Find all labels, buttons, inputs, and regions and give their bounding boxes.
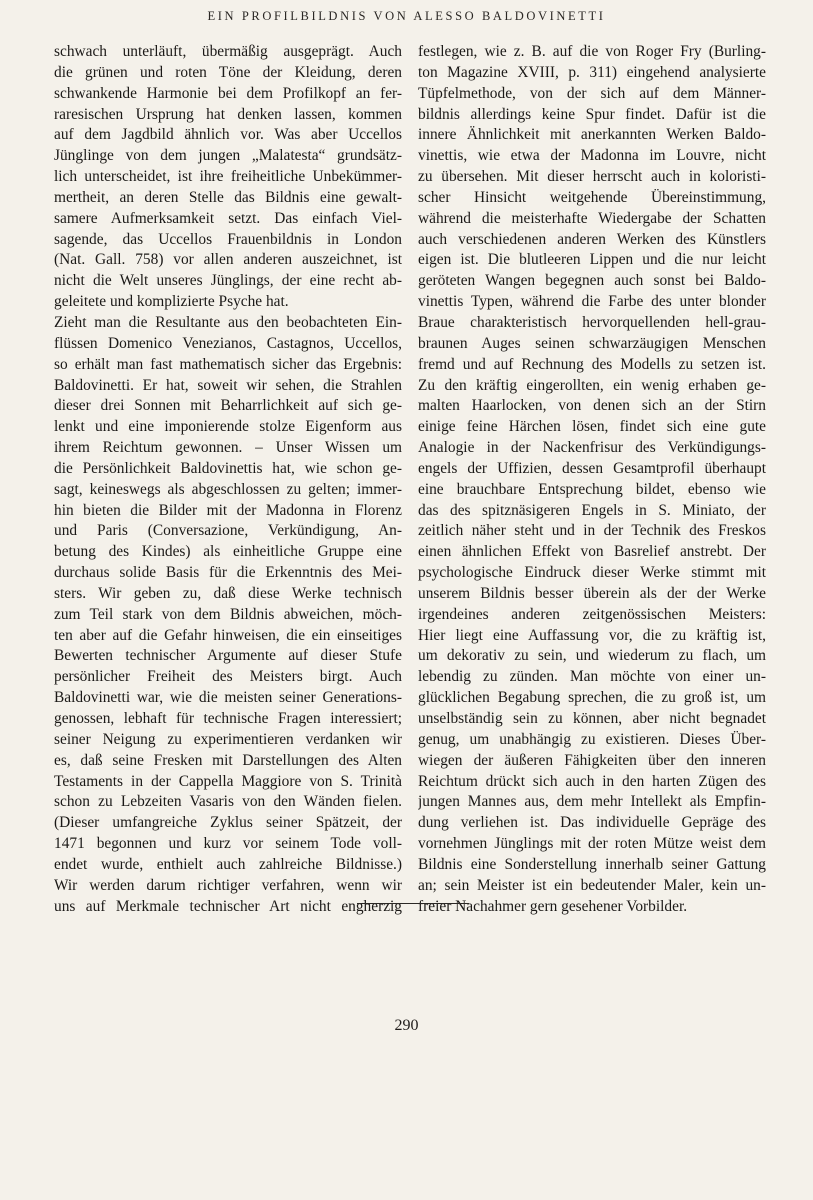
text-line: und Paris (Conversazione, Verkündigung, An- bbox=[54, 522, 402, 540]
text-line: glücklichen Begabung sprechen, die zu groß ist, um bbox=[418, 689, 766, 707]
text-line: endet wurde, enthielt auch zahlreiche Bildnisse.) bbox=[54, 855, 402, 873]
text-line: ihrem Reichtum gewonnen. – Unser Wissen um bbox=[54, 439, 402, 457]
text-line: nicht die Welt unseres Jünglings, der eine recht ab- bbox=[54, 272, 402, 290]
text-line: schwankende Harmonie bei dem Profilkopf an fer- bbox=[54, 84, 402, 102]
text-line: uns auf Merkmale technischer Art nicht engherzig bbox=[54, 897, 402, 915]
text-line: samere Aufmerksamkeit setzt. Das einfach Viel- bbox=[54, 209, 402, 227]
text-line: während die meisterhafte Wiedergabe der Schatten bbox=[418, 209, 766, 227]
text-line: sagende, das Uccellos Frauenbildnis in London bbox=[54, 230, 402, 248]
text-line: zum Teil stark von dem Bildnis abweichen, möch- bbox=[54, 605, 402, 623]
text-line: dieser drei Sonnen mit Beharrlichkeit auf sich ge- bbox=[54, 397, 402, 415]
text-line: hin bieten die Bilder mit der Madonna in Florenz bbox=[54, 501, 402, 519]
text-line: (Dieser umfangreiche Zyklus seiner Spätzeit, der bbox=[54, 814, 402, 832]
text-line: wiegen der äußeren Fähigkeiten über den inneren bbox=[418, 751, 766, 769]
text-line: braunen Auges seinen schwarzäugigen Menschen bbox=[418, 334, 766, 352]
end-rule-divider bbox=[357, 903, 469, 904]
text-line: flüssen Domenico Venezianos, Castagnos, Uccellos, bbox=[54, 334, 402, 352]
text-line: um dekorativ zu sein, und wiederum zu flach, um bbox=[418, 647, 766, 665]
text-line: freier Nachahmer gern gesehener Vorbilder. bbox=[418, 897, 688, 915]
text-line: Bewerten technischer Argumente auf dieser Stufe bbox=[54, 647, 402, 665]
text-line: die grünen und roten Töne der Kleidung, deren bbox=[54, 63, 402, 81]
text-line: Testaments in der Cappella Maggiore von S. Trinità bbox=[54, 772, 402, 790]
text-line: genossen, lebhaft für technische Fragen interessiert; bbox=[54, 710, 402, 727]
text-line: Hier liegt eine Auffassung vor, die zu kräftig ist, bbox=[418, 626, 766, 644]
text-line: scher Hinsicht weitgehende Übereinstimmung, bbox=[418, 188, 766, 206]
text-line: vornehmen Jünglings mit der roten Mütze weist dem bbox=[418, 835, 766, 853]
text-line: festlegen, wie z. B. auf die von Roger Fry (Burling- bbox=[418, 43, 766, 60]
text-line: die Persönlichkeit Baldovinettis hat, wie schon ge- bbox=[54, 459, 402, 477]
text-line: bildnis allerdings keine Spur findet. Dafür ist die bbox=[418, 105, 766, 123]
text-line: raresischen Ursprung hat denken lassen, kommen bbox=[54, 105, 402, 123]
text-line: vinettis Typen, während die Farbe des unter blonder bbox=[418, 293, 766, 311]
text-line: Baldovinetti war, wie die meisten seiner Generations- bbox=[54, 689, 402, 707]
text-line: lich unterscheidet, ist ihre freiheitliche Unbekümmer- bbox=[54, 168, 402, 186]
text-line: mertheit, an deren Stelle das Bildnis eine gewalt- bbox=[54, 188, 402, 206]
text-line: sagt, keineswegs als abgeschlossen zu gelten; immer- bbox=[54, 480, 402, 498]
text-line: unselbständig sein zu können, aber nicht begnadet bbox=[418, 710, 766, 727]
text-line: eine brauchbare Entsprechung bildet, ebenso wie bbox=[418, 480, 766, 498]
text-line: auch verschiedenen anderen Werken des Künstlers bbox=[418, 230, 766, 248]
text-line: fremd und auf Rechnung des Modells zu setzen ist. bbox=[418, 355, 766, 373]
text-line: so erhält man fast mathematisch sicher das Ergebnis: bbox=[54, 355, 402, 373]
text-line: psychologische Eindruck dieser Werke stimmt mit bbox=[418, 564, 766, 582]
text-line: das des spitznäsigeren Engels in S. Miniato, der bbox=[418, 501, 766, 519]
text-line: lebendig zu zünden. Man möchte von einer un- bbox=[418, 668, 766, 686]
text-line: Braue charakteristisch hervorquellenden hell-grau- bbox=[418, 313, 766, 331]
text-line: ton Magazine XVIII, p. 311) eingehend analysierte bbox=[418, 63, 766, 81]
running-head: EIN PROFILBILDNIS VON ALESSO BALDOVINETTI bbox=[207, 9, 606, 23]
text-line: ten aber auf die Gefahr hinweisen, die ein einseitiges bbox=[54, 626, 402, 644]
left-text-column bbox=[54, 42, 402, 917]
text-line: es, daß seine Fresken mit Darstellungen des Alten bbox=[54, 751, 402, 769]
text-line: einige feine Härchen lösen, findet sich eine gute bbox=[418, 418, 766, 436]
text-line: zeitlich näher steht und in der Technik des Freskos bbox=[418, 522, 766, 540]
text-line: betung des Kindes) als einheitliche Gruppe eine bbox=[54, 543, 402, 561]
text-line: lenkt und eine imponierende stolze Eigenform aus bbox=[54, 418, 402, 436]
text-line: Reichtum drückt sich auch in den harten Zügen des bbox=[418, 772, 766, 790]
text-line: dung verliehen ist. Das individuelle Gepräge des bbox=[418, 814, 766, 832]
text-line: geröteten Wangen begegnen auch sonst bei Baldo- bbox=[418, 272, 766, 290]
text-line: schwach unterläuft, übermäßig ausgeprägt. Auch bbox=[54, 43, 402, 60]
text-line: malten Haarlocken, von denen sich an der Stirn bbox=[418, 397, 766, 415]
text-line: Analogie in der Nackenfrisur des Verkündigungs- bbox=[418, 439, 766, 457]
text-line: einen ähnlichen Effekt von Basrelief anstrebt. Der bbox=[418, 543, 766, 561]
text-line: sters. Wir geben zu, daß diese Werke technisch bbox=[54, 584, 402, 602]
text-line: eigen ist. Die blutleeren Lippen und die nur leicht bbox=[418, 251, 766, 269]
text-line: Baldovinetti. Er hat, soweit wir sehen, die Strahlen bbox=[54, 376, 402, 394]
page-number: 290 bbox=[394, 1017, 419, 1034]
text-line: engels der Uffizien, dessen Gesamtprofil überhaupt bbox=[418, 459, 766, 477]
text-line: Zu den kräftig eingerollten, ein wenig erhaben ge- bbox=[418, 376, 766, 394]
text-line: durchaus solide Basis für die Erkenntnis des Mei- bbox=[54, 564, 402, 582]
text-line: Wir werden darum richtiger verfahren, wenn wir bbox=[54, 876, 402, 894]
text-line: irgendeines anderen zeitgenössischen Meisters: bbox=[418, 605, 766, 623]
text-line: jungen Mannes aus, dem mehr Intellekt als Empfin- bbox=[418, 793, 766, 811]
text-line: zu übersehen. Mit dieser herrscht auch in koloristi- bbox=[418, 168, 766, 186]
text-line: Zieht man die Resultante aus den beobachteten Ein- bbox=[54, 313, 402, 331]
text-line: geleitete und komplizierte Psyche hat. bbox=[54, 293, 289, 311]
text-line: innere Ähnlichkeit mit anerkannten Werken Baldo- bbox=[418, 126, 766, 144]
text-line: unserem Bildnis besser überein als der der Werke bbox=[418, 584, 766, 602]
right-text-column bbox=[418, 42, 766, 917]
text-line: 1471 begonnen und kurz vor seinem Tode voll- bbox=[54, 835, 402, 853]
text-line: Jünglinge von dem jungen „Malatesta“ grundsätz- bbox=[54, 147, 402, 165]
text-line: (Nat. Gall. 758) vor allen anderen auszeichnet, ist bbox=[54, 251, 402, 269]
text-line: genug, um unabhängig zu existieren. Dieses Über- bbox=[418, 730, 766, 748]
text-line: persönlicher Freiheit des Meisters birgt. Auch bbox=[54, 668, 402, 686]
text-line: auf dem Jagdbild ähnlich vor. Was aber Uccellos bbox=[54, 126, 402, 144]
text-line: seiner Neigung zu experimentieren verdanken wir bbox=[54, 730, 402, 748]
text-line: Bildnis eine Sonderstellung innerhalb seiner Gattung bbox=[418, 855, 766, 873]
text-line: vinettis, wie etwa der Madonna im Louvre, nicht bbox=[418, 147, 766, 165]
text-line: schon zu Lebzeiten Vasaris von den Wänden fielen. bbox=[54, 793, 402, 811]
text-line: Tüpfelmethode, von der sich auf dem Männer- bbox=[418, 84, 766, 102]
text-line: an; sein Meister ist ein bedeutender Maler, kein un- bbox=[418, 876, 766, 894]
